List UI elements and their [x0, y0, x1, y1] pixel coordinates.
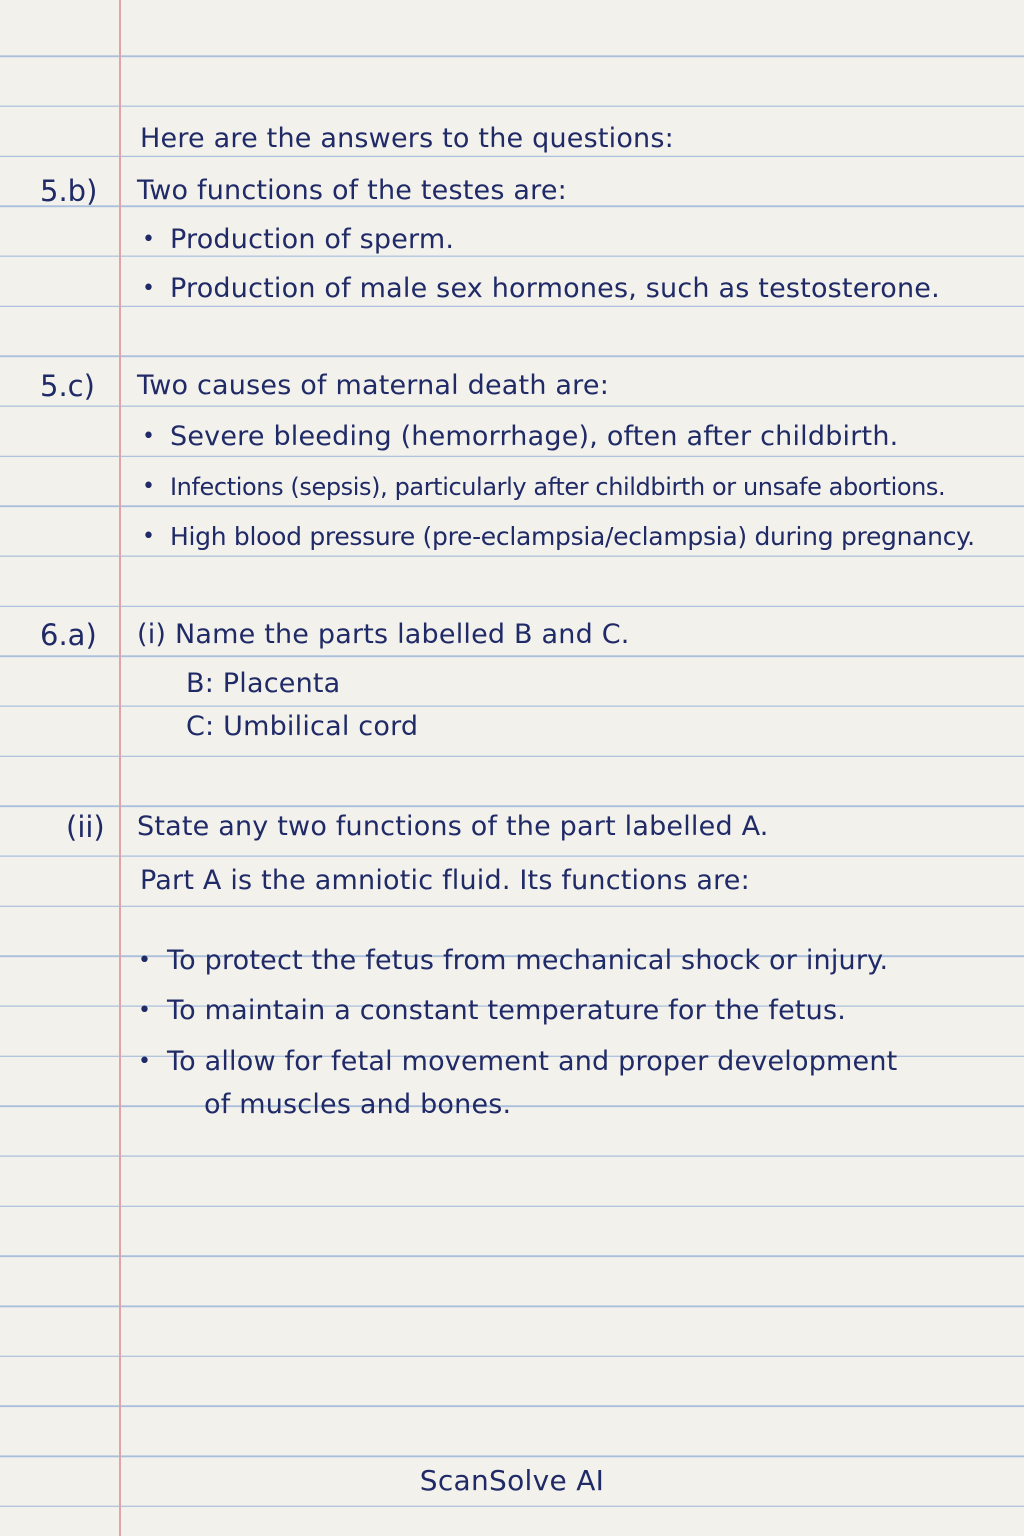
bullet-icon: •	[138, 948, 151, 973]
answer-6a-i-b: B: Placenta	[186, 668, 341, 699]
answer-6a-ii-item-3-continuation: of muscles and bones.	[204, 1089, 512, 1120]
question-label-5b: 5.b)	[40, 174, 98, 208]
question-label-5c: 5.c)	[40, 369, 95, 403]
question-label-6a: 6.a)	[40, 618, 97, 652]
bullet-icon: •	[142, 227, 155, 252]
question-label-6a-ii: (ii)	[66, 810, 105, 844]
answer-6a-ii-item-3: To allow for fetal movement and proper development	[167, 1046, 898, 1077]
answer-6a-ii-item-2: To maintain a constant temperature for the fetus.	[167, 995, 847, 1026]
answer-6a-ii-item-1: To protect the fetus from mechanical shock or injury.	[167, 945, 889, 976]
bullet-icon: •	[142, 524, 155, 549]
answer-5c-item-2: Infections (sepsis), particularly after childbirth or unsafe abortions.	[170, 473, 946, 501]
answer-6a-i-c: C: Umbilical cord	[186, 711, 419, 742]
bullet-icon: •	[142, 474, 155, 499]
answer-6a-ii-statement: Part A is the amniotic fluid. Its functions are:	[140, 865, 750, 896]
bullet-icon: •	[138, 1049, 151, 1074]
question-5c-heading: Two causes of maternal death are:	[137, 370, 609, 401]
answer-5c-item-3: High blood pressure (pre-eclampsia/eclampsia) during pregnancy.	[170, 522, 975, 551]
answer-5b-item-2: Production of male sex hormones, such as testosterone.	[170, 273, 940, 304]
intro-text: Here are the answers to the questions:	[140, 123, 674, 154]
footer-brand: ScanSolve AI	[419, 1464, 605, 1497]
answer-5b-item-1: Production of sperm.	[170, 224, 455, 255]
margin-line	[119, 0, 121, 1536]
question-6a-i: (i) Name the parts labelled B and C.	[137, 619, 630, 650]
question-6a-ii: State any two functions of the part labelled A.	[137, 811, 769, 842]
bullet-icon: •	[142, 276, 155, 301]
bullet-icon: •	[138, 998, 151, 1023]
answer-5c-item-1: Severe bleeding (hemorrhage), often after childbirth.	[170, 421, 899, 452]
bullet-icon: •	[142, 424, 155, 449]
question-5b-heading: Two functions of the testes are:	[137, 175, 567, 206]
